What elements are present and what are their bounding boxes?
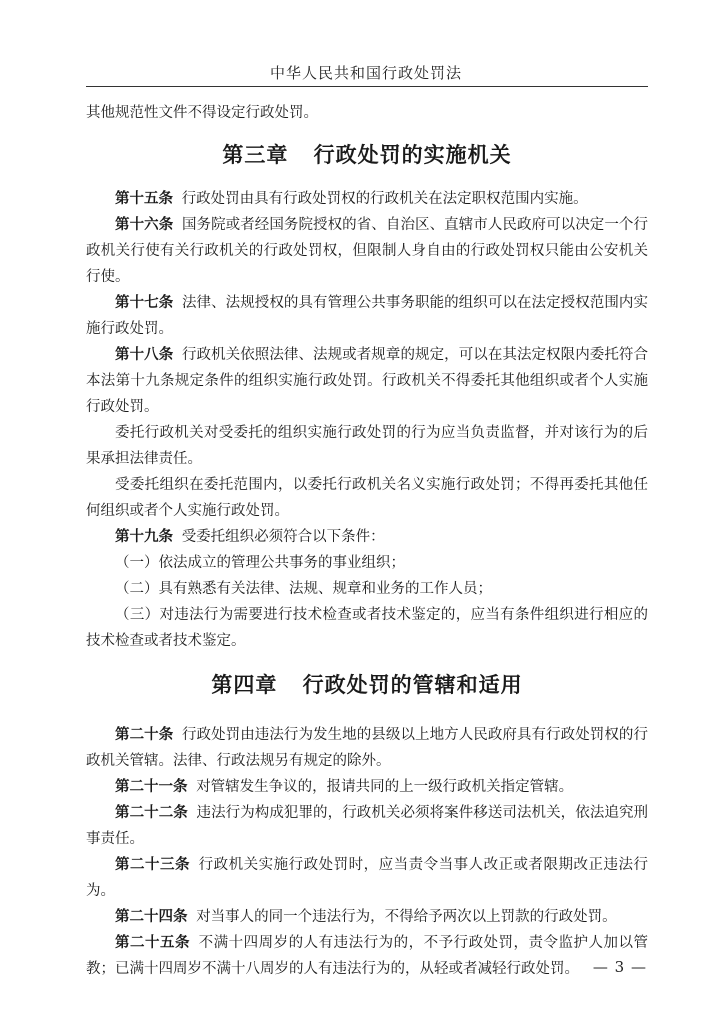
article-text: 行政机关依照法律、法规或者规章的规定，可以在其法定权限内委托符合本法第十九条规定条件的组织实施行政处罚。行政机关不得委托其他组织或者个人实施行政处罚。 [86, 347, 648, 415]
article-15 [86, 186, 648, 212]
article-19 [86, 524, 648, 550]
article-16 [86, 212, 648, 290]
article-text: 行政处罚由违法行为发生地的县级以上地方人民政府具有行政处罚权的行政机关管辖。法律、行政法规另有规定的除外。 [86, 727, 648, 769]
article-18-paragraph-3: 受委托组织在委托范围内，以委托行政机关名义实施行政处罚；不得再委托其他任何组织或者个人实施行政处罚。 [86, 477, 648, 519]
article-19-item-2: （二）具有熟悉有关法律、法规、规章和业务的工作人员； [115, 581, 492, 597]
article-text: 法律、法规授权的具有管理公共事务职能的组织可以在法定授权范围内实施行政处罚。 [86, 295, 648, 337]
article-21 [86, 774, 648, 800]
article-label: 第十九条 [115, 528, 173, 545]
article-label: 第二十一条 [115, 778, 188, 795]
article-text: 国务院或者经国务院授权的省、自治区、直辖市人民政府可以决定一个行政机关行使有关行政机关的行政处罚权，但限制人身自由的行政处罚权只能由公安机关行使。 [86, 217, 648, 285]
document-body [86, 100, 648, 982]
article-label: 第十六条 [115, 216, 174, 233]
article-label: 第二十二条 [115, 804, 188, 821]
article-label: 第二十四条 [115, 908, 188, 925]
article-label: 第二十五条 [115, 934, 190, 951]
running-header: 中华人民共和国行政处罚法 [269, 64, 462, 82]
article-text: 行政机关实施行政处罚时，应当责令当事人改正或者限期改正违法行为。 [86, 857, 649, 899]
article-text: 对管辖发生争议的，报请共同的上一级行政机关指定管辖。 [196, 779, 574, 795]
article-label: 第二十条 [115, 726, 174, 743]
article-text: 行政处罚由具有行政处罚权的行政机关在法定职权范围内实施。 [181, 191, 588, 207]
article-18 [86, 342, 648, 420]
article-25 [86, 930, 648, 982]
article-22 [86, 800, 648, 852]
article-18-paragraph-2: 委托行政机关对受委托的组织实施行政处罚的行为应当负责监督，并对该行为的后果承担法律责任。 [86, 425, 648, 467]
article-20 [86, 722, 648, 774]
article-label: 第十五条 [115, 190, 173, 207]
article-23 [86, 852, 648, 904]
article-text: 违法行为构成犯罪的，行政机关必须将案件移送司法机关，依法追究刑事责任。 [86, 805, 649, 847]
chapter-title: 行政处罚的实施机关 [313, 142, 512, 167]
chapter-number: 第三章 [222, 142, 289, 167]
page-number: — 3 — [592, 958, 647, 976]
chapter-heading-3 [86, 140, 648, 170]
chapter-heading-4 [86, 670, 648, 700]
article-19-item-3: （三）对违法行为需要进行技术检查或者技术鉴定的，应当有条件组织进行相应的技术检查或者技术鉴定。 [86, 607, 648, 649]
article-text: 对当事人的同一个违法行为，不得给予两次以上罚款的行政处罚。 [196, 909, 617, 925]
intro-paragraph: 其他规范性文件不得设定行政处罚。 [86, 105, 318, 121]
article-24 [86, 904, 648, 930]
article-label: 第十七条 [115, 294, 174, 311]
chapter-title: 行政处罚的管辖和适用 [302, 672, 523, 697]
article-text: 不满十四周岁的人有违法行为的，不予行政处罚，责令监护人加以管教；已满十四周岁不满十八周岁的人有违法行为的，从轻或者减轻行政处罚。 [86, 935, 649, 977]
header-rule [86, 86, 648, 87]
article-19-item-1: （一）依法成立的管理公共事务的事业组织； [115, 555, 405, 571]
article-text: 受委托组织必须符合以下条件： [181, 529, 385, 545]
article-label: 第二十三条 [115, 856, 190, 873]
article-17 [86, 290, 648, 342]
article-label: 第十八条 [115, 346, 174, 363]
chapter-number: 第四章 [211, 672, 278, 697]
